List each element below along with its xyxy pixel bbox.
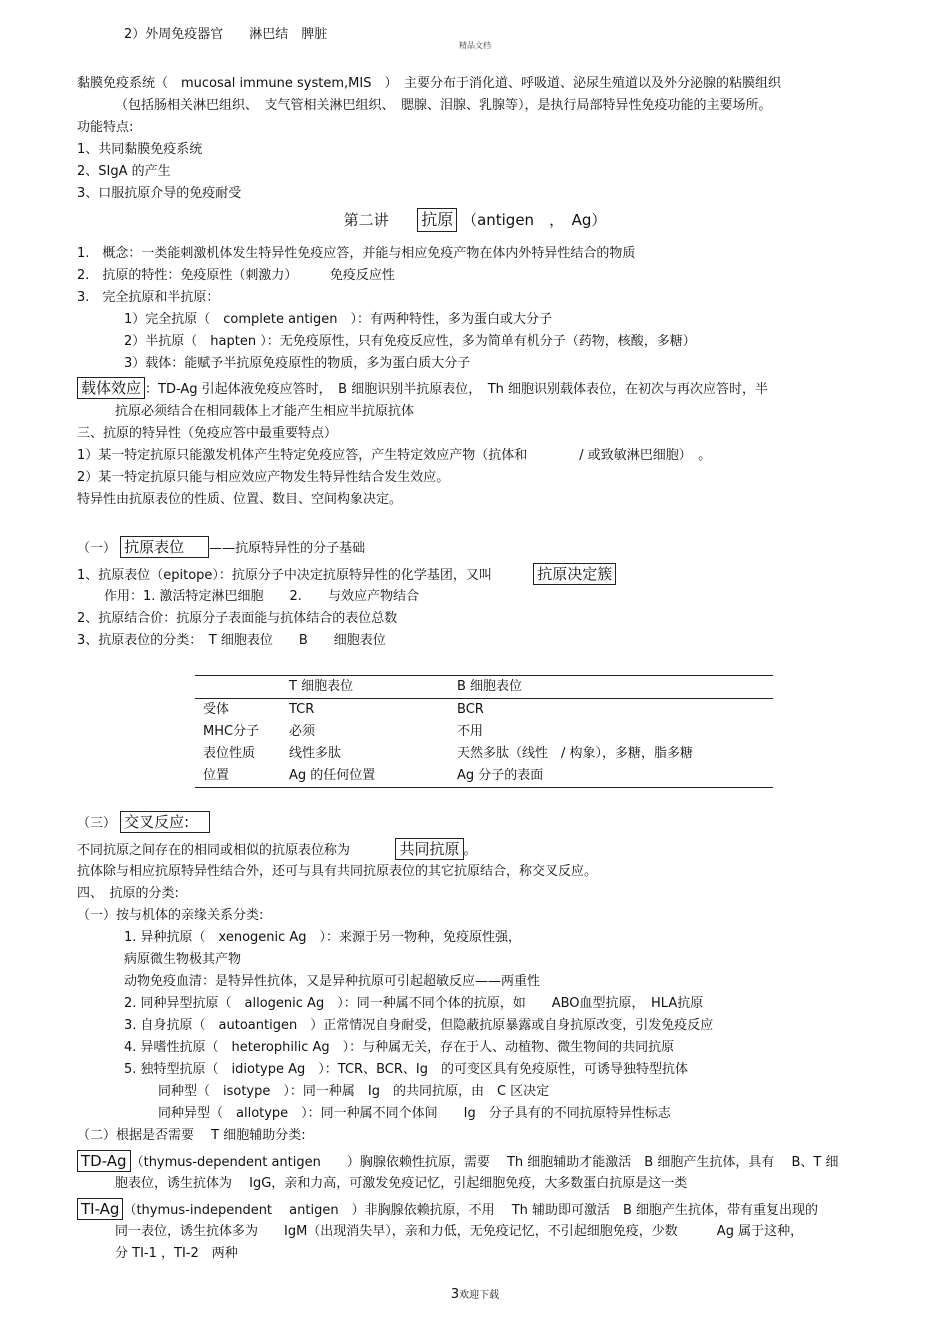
text-line: 同种型（ isotype ）：同一种属 Ig 的共同抗原，由 C 区决定 [158, 1084, 550, 1099]
ti-antigen-line [77, 1198, 818, 1220]
table-cell: Ag 分子的表面 [457, 768, 544, 783]
text-line: 2、抗原结合价：抗原分子表面能与抗体结合的表位总数 [77, 611, 398, 626]
td-antigen-line [77, 1150, 838, 1172]
common-antigen-end: 。 [463, 843, 477, 858]
table-header-cell: B 细胞表位 [457, 679, 523, 694]
title-suffix: （antigen ， Ag） [462, 211, 607, 229]
text-line: 三、抗原的特异性（免疫应答中最重要特点） [77, 426, 338, 441]
text-line: 胞表位，诱生抗体为 IgG，亲和力高，可激发免疫记忆，引起细胞免疫，大多数蛋白抗原是这一类 [115, 1176, 688, 1191]
text-line: 3. 完全抗原和半抗原： [77, 290, 220, 305]
text-line: 1）完全抗原（ complete antigen ）：有两种特性，多为蛋白或大分子 [124, 312, 553, 327]
text-line: （包括肠相关淋巴组织、 支气管相关淋巴组织、 腮腺、泪腺、乳腺等），是执行局部特异性免疫功能的主要场所。 [115, 98, 772, 113]
cross-reaction-term: 交叉反应: [120, 811, 210, 833]
text-line: 2）外周免疫器官 淋巴结 脾脏 [124, 27, 328, 42]
text-line: 抗体除与相应抗原特异性结合外，还可与具有共同抗原表位的其它抗原结合，称交叉反应。 [77, 864, 598, 879]
text-line: 作用：1. 激活特定淋巴细胞 2. 与效应产物结合 [104, 589, 419, 604]
table-header-cell: T 细胞表位 [289, 679, 354, 694]
text-line: 3）载体：能赋予半抗原免疫原性的物质，多为蛋白质大分子 [124, 356, 471, 371]
text-line: 3、抗原表位的分类： T 细胞表位 B 细胞表位 [77, 633, 386, 648]
epitope-heading [77, 536, 365, 558]
epitope-prefix: （一） [77, 541, 117, 556]
table-header-cell [195, 676, 281, 699]
text-line: 病原微生物极其产物 [124, 952, 242, 967]
text-line: 四、 抗原的分类: [77, 886, 179, 901]
text-line: 2）某一特定抗原只能与相应效应产物发生特异性结合发生效应。 [77, 470, 450, 485]
cross-reaction-heading [77, 811, 210, 833]
text-line: 1. 异种抗原（ xenogenic Ag ）：来源于另一物种，免疫原性强， [124, 930, 522, 945]
table-cell: 线性多肽 [289, 746, 342, 761]
text-line: 2. 同种异型抗原（ allogenic Ag ）：同一种属不同个体的抗原，如 ABO血型抗原， HLA抗原 [124, 996, 704, 1011]
ti-antigen-term: TI-Ag [77, 1198, 123, 1220]
text-line: 1. 概念：一类能刺激机体发生特异性免疫应答，并能与相应免疫产物在体内外特异性结合的物质 [77, 246, 636, 261]
table-cell: 表位性质 [203, 746, 256, 761]
text-line: 5. 独特型抗原（ idiotype Ag ）：TCR、BCR、Ig 的可变区具有免疫原性，可诱导独特型抗体 [124, 1062, 688, 1077]
text-line: 动物免疫血清：是特异性抗体，又是异种抗原可引起超敏反应——两重性 [124, 974, 541, 989]
common-antigen-term: 共同抗原 [395, 838, 463, 860]
table-cell: BCR [457, 702, 484, 717]
text-line: 3. 自身抗原（ autoantigen ）正常情况自身耐受，但隐蔽抗原暴露或自身抗原改变，引发免疫反应 [124, 1018, 714, 1033]
td-antigen-term: TD-Ag [77, 1150, 131, 1172]
table-row [195, 765, 773, 788]
text-line: 2. 抗原的特性：免疫原性（刺激力） 免疫反应性 [77, 268, 395, 283]
epitope-definition-text: 1、抗原表位（epitope）：抗原分子中决定抗原特异性的化学基团，又叫 [77, 568, 492, 583]
carrier-effect-line [77, 377, 768, 399]
text-line: 2）半抗原（ hapten ）：无免疫原性，只有免疫反应性，多为简单有机分子（药物，核酸，多糖） [124, 334, 696, 349]
text-line: 3、口服抗原介导的免疫耐受 [77, 186, 242, 201]
footer-text: 欢迎下载 [459, 1290, 500, 1301]
table-cell: 受体 [203, 702, 230, 717]
title-boxed-term: 抗原 [417, 208, 457, 232]
table-header-row [195, 676, 773, 699]
text-line: 抗原必须结合在相同载体上才能产生相应半抗原抗体 [115, 404, 415, 419]
text-line: 4. 异嗜性抗原（ heterophilic Ag ）：与种属无关，存在于人、动植物、微生物间的共同抗原 [124, 1040, 675, 1055]
page-number: 3 [450, 1287, 460, 1302]
text-line: 同种异型（ allotype ）：同一种属不同个体间 Ig 分子具有的不同抗原特异性标志 [158, 1106, 671, 1121]
epitope-suffix: ——抗原特异性的分子基础 [209, 541, 366, 556]
text-line: 功能特点: [77, 120, 134, 135]
carrier-effect-text: ：TD-Ag 引起体液免疫应答时， B 细胞识别半抗原表位， Th 细胞识别载体表位，在初次与再次应答时，半 [145, 382, 769, 397]
table-cell: TCR [289, 702, 315, 717]
ti-antigen-text: （thymus-independent antigen ）非胸腺依赖抗原，不用 Th 辅助即可激活 B 细胞产生抗体，带有重复出现的 [123, 1203, 819, 1218]
common-antigen-text: 不同抗原之间存在的相同或相似的抗原表位称为 [77, 843, 351, 858]
text-line: 特异性由抗原表位的性质、位置、数目、空间构象决定。 [77, 492, 403, 507]
table-cell: 必须 [289, 724, 316, 739]
table-cell: Ag 的任何位置 [289, 768, 376, 783]
text-line: （二）根据是否需要 T 细胞辅助分类: [77, 1128, 306, 1143]
text-line: 分 TI-1 ，TI-2 两种 [115, 1246, 238, 1261]
text-line: 1、共同黏膜免疫系统 [77, 142, 203, 157]
page-footer [0, 1286, 950, 1302]
epitope-definition-line [77, 563, 616, 585]
cross-reaction-prefix: （三） [77, 816, 117, 831]
page-header: 精品文档 [459, 41, 491, 50]
common-antigen-line [77, 838, 477, 860]
text-line: 同一表位，诱生抗体多为 IgM（出现消失早），亲和力低，无免疫记忆，不引起细胞免疫，少数 Ag 属于这种， [115, 1224, 804, 1239]
td-antigen-text: （thymus-dependent antigen ）胸腺依赖性抗原，需要 Th 细胞辅助才能激活 B 细胞产生抗体，具有 B、T 细 [130, 1155, 839, 1170]
table-cell: MHC分子 [203, 724, 260, 739]
table-cell: 不用 [457, 724, 484, 739]
epitope-term: 抗原表位 [120, 536, 209, 558]
text-line: （一）按与机体的亲缘关系分类: [77, 908, 264, 923]
lecture-title [0, 208, 950, 232]
text-line: 黏膜免疫系统（ mucosal immune system,MIS ） 主要分布于消化道、呼吸道、泌尿生殖道以及外分泌腺的粘膜组织 [77, 76, 781, 91]
table-row [195, 699, 773, 722]
carrier-effect-term: 载体效应 [77, 377, 145, 399]
text-line: 1）某一特定抗原只能激发机体产生特定免疫应答，产生特定效应产物（抗体和 / 或致敏淋巴细胞） 。 [77, 448, 712, 463]
table-row [195, 721, 773, 743]
table-cell: 位置 [203, 768, 230, 783]
title-prefix: 第二讲 [343, 211, 389, 229]
text-line: 2、SIgA 的产生 [77, 164, 171, 179]
table-row [195, 743, 773, 765]
table-cell: 天然多肽（线性 / 构象），多糖，脂多糖 [457, 746, 694, 761]
epitope-comparison-table [195, 675, 773, 788]
antigenic-determinant-term: 抗原决定簇 [533, 563, 616, 585]
